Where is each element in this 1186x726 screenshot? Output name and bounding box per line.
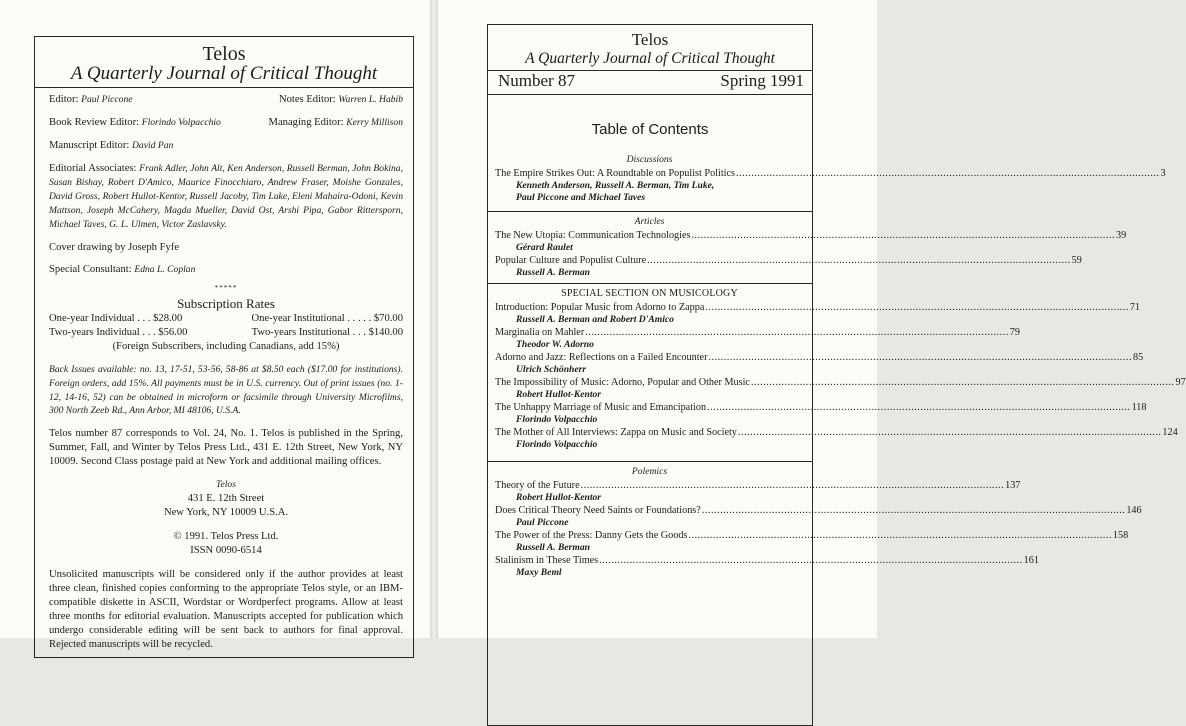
dot-leader (585, 326, 1009, 339)
section-heading-articles: Articles (634, 216, 665, 227)
toc-entry-authors: Kenneth Anderson, Russell A. Berman, Tim Luke, (516, 180, 715, 191)
section-heading-special: SPECIAL SECTION ON MUSICOLOGY (561, 288, 738, 299)
notes-editor-line: Notes Editor: Warren L. Habib (278, 94, 403, 105)
section-divider (488, 283, 812, 284)
section-heading-polemics: Polemics (631, 466, 668, 477)
section-divider (488, 211, 812, 212)
toc-entry-title: The New Utopia: Communication Technologies (495, 230, 691, 241)
journal-subtitle: A Quarterly Journal of Critical Thought (70, 63, 378, 84)
toc-entry (495, 504, 1142, 529)
toc-title: Table of Contents (591, 121, 709, 138)
publication-note: Telos number 87 corresponds to Vol. 24, No. 1. Telos is published in the Spring, Summer, Fall, and Winter by Telos Press Ltd., 431 E. 12th Street, New York, NY 10009. Second Class postage paid at New York and additional mailing offices. (49, 428, 403, 468)
toc-entry-title: Theory of the Future (495, 480, 580, 491)
journal-title-right: Telos (631, 30, 669, 49)
issue-season: Spring 1991 (720, 71, 804, 90)
toc-entry-title: Marginalia on Mahler (495, 327, 585, 338)
copyright-line: © 1991. Telos Press Ltd. (173, 531, 279, 543)
dot-leader (707, 401, 1131, 414)
dot-leader (688, 529, 1112, 542)
dot-leader (751, 376, 1175, 389)
toc-entry (495, 301, 1141, 326)
toc-entry-page: 59 (1071, 255, 1082, 266)
dot-leader (736, 167, 1160, 180)
masthead-frame (34, 36, 414, 658)
back-issues-note: Back Issues available: no. 13, 17-51, 53-56, 58-86 at $8.50 each ($17.00 for institutions). Foreign orders, add 15%. All payments must be in U.S. currency. Out of print issues (no. 1-12, 14-16, 52) can be obtained in microform or facsimile through University Microfilms, 300 North Zeeb Rd., Ann Arbor, MI 48106, U.S.A. (49, 364, 403, 417)
special-consultant: Special Consultant: Edna L. Coplan (49, 264, 196, 275)
section-divider (488, 461, 812, 462)
rate-row-2: Two-years Individual . . . $56.00 Two-years Institutional . . . $140.00 (49, 327, 403, 338)
toc-entry (495, 554, 1039, 579)
managing-editor-line: Managing Editor: Kerry Millison (268, 117, 403, 128)
toc-entry-title: The Empire Strikes Out: A Roundtable on Populist Politics (495, 168, 735, 179)
journal-title: Telos (202, 43, 246, 65)
issn-line: ISSN 0090-6514 (190, 545, 262, 557)
toc-entry-title: The Impossibility of Music: Adorno, Popular and Other Music (495, 377, 750, 388)
issue-row (488, 70, 812, 95)
toc-entry (495, 529, 1129, 554)
book-gutter (430, 0, 438, 638)
toc-list (495, 153, 1186, 579)
toc-entry-page: 146 (1126, 505, 1142, 516)
toc-entry-title: The Mother of All Interviews: Zappa on Music and Society (495, 427, 737, 438)
contents-frame (487, 24, 1186, 726)
toc-entry-title: Adorno and Jazz: Reflections on a Failed Encounter (495, 352, 708, 363)
left-page (0, 0, 430, 651)
toc-entry (495, 229, 1127, 254)
toc-entry-authors: Florindo Volpacchio (516, 439, 598, 450)
editorial-associates: Editorial Associates: Frank Adler, John Alt, Ken Anderson, Russell Berman, John Bokina, Susan Bishay, Robert D'Amico, Maurice Finocchiaro, Andrew Fraser, Moishe Gonzales, David Gross, Robert Hullot-Kentor, Russell Jacoby, Tim Luke, Eleni Mahaira-Odoni, Kevin Mattson, Joseph McCahery, Magda Mueller, David Ost, Arshi Pipa, Gabor Rittersporn, Michael Taves, G. L. Ulmen, Victor Zaslavsky. (49, 163, 403, 230)
toc-entry-authors: Theodor W. Adorno (516, 339, 594, 350)
toc-entry (495, 426, 1178, 451)
toc-entry (495, 376, 1186, 401)
contents-header (488, 25, 812, 71)
toc-entry-page: 158 (1112, 530, 1129, 541)
toc-entry (495, 401, 1147, 426)
toc-entry-authors: Paul Piccone and Michael Taves (516, 192, 646, 203)
dot-leader (708, 351, 1132, 364)
right-page (438, 0, 1186, 638)
dot-leader (599, 554, 1023, 567)
toc-entry (495, 167, 1166, 204)
dot-leader (702, 504, 1126, 517)
foreign-rate-note: (Foreign Subscribers, including Canadians, add 15%) (112, 341, 340, 352)
toc-entry-title: Stalinism in These Times (495, 555, 599, 566)
toc-entry (495, 479, 1021, 504)
toc-entry-authors: Russell A. Berman (516, 267, 591, 278)
toc-entry-page: 3 (1160, 168, 1166, 179)
dot-leader (705, 301, 1129, 314)
toc-entry-page: 79 (1009, 327, 1020, 338)
ornament-divider: ***** (214, 284, 238, 292)
toc-entry (495, 254, 1082, 279)
issue-number: Number 87 (498, 71, 575, 90)
dot-leader (647, 254, 1071, 267)
manuscripts-policy: Unsolicited manuscripts will be considered only if the author provides at least three clean, finished copies conforming to the appropriate Telos style, or an IBM-compatible diskette in ASCII, Wordstar or Wordperfect programs. Allow at least three months for editorial evaluation. Manuscripts accepted for publication which undergo considerable editing will be sent back to authors for final approval. Rejected manuscripts will be recycled. (49, 569, 403, 651)
toc-entry (495, 326, 1020, 351)
book-review-editor-line: Book Review Editor: Florindo Volpacchio (49, 117, 221, 128)
address-name: Telos (216, 479, 236, 491)
toc-entry-page: 137 (1005, 480, 1021, 491)
editors-block (49, 93, 403, 652)
toc-entry-authors: Robert Hullot-Kentor (516, 492, 602, 503)
dot-leader (738, 426, 1162, 439)
toc-entry-authors: Paul Piccone (516, 517, 569, 528)
toc-entry-authors: Maxy Beml (516, 567, 562, 578)
subscription-heading: Subscription Rates (177, 296, 275, 311)
toc-entry-page: 161 (1023, 555, 1039, 566)
toc-entry-page: 85 (1132, 352, 1144, 363)
toc-entry-title: Does Critical Theory Need Saints or Foundations? (495, 505, 701, 516)
toc-entry-title: Popular Culture and Populist Culture (495, 255, 647, 266)
toc-entry-title: The Power of the Press: Danny Gets the Goods (495, 530, 688, 541)
toc-entry-page: 97 (1175, 377, 1186, 388)
toc-entry-authors: Ulrich Schönherr (516, 364, 587, 375)
toc-entry-title: The Unhappy Marriage of Music and Emancipation (495, 402, 707, 413)
section-heading-discussions: Discussions (626, 154, 673, 165)
toc-entry-title: Introduction: Popular Music from Adorno to Zappa (495, 302, 705, 313)
toc-entry-authors: Russell A. Berman and Robert D'Amico (516, 314, 674, 325)
manuscript-editor-line: Manuscript Editor: David Pan (49, 140, 174, 151)
dot-leader (581, 479, 1005, 492)
dot-leader (691, 229, 1115, 242)
toc-entry-page: 71 (1129, 302, 1141, 313)
toc-entry-authors: Robert Hullot-Kentor (516, 389, 602, 400)
toc-entry-authors: Russell A. Berman (516, 542, 591, 553)
rate-row-1: One-year Individual . . . $28.00 One-year Institutional . . . . . $70.00 (49, 313, 403, 324)
editor-line: Editor: Paul Piccone (49, 94, 133, 105)
toc-entry-authors: Gérard Raulet (516, 242, 573, 253)
toc-entry-authors: Florindo Volpacchio (516, 414, 598, 425)
toc-entry-page: 118 (1131, 402, 1147, 413)
address-line-2: New York, NY 10009 U.S.A. (163, 507, 289, 519)
cover-credit: Cover drawing by Joseph Fyfe (49, 242, 180, 253)
toc-entry (495, 351, 1144, 376)
address-line-1: 431 E. 12th Street (187, 493, 265, 505)
journal-subtitle-right: A Quarterly Journal of Critical Thought (525, 50, 775, 67)
toc-entry-page: 124 (1162, 427, 1178, 438)
masthead-header (35, 37, 413, 88)
toc-entry-page: 39 (1115, 230, 1127, 241)
